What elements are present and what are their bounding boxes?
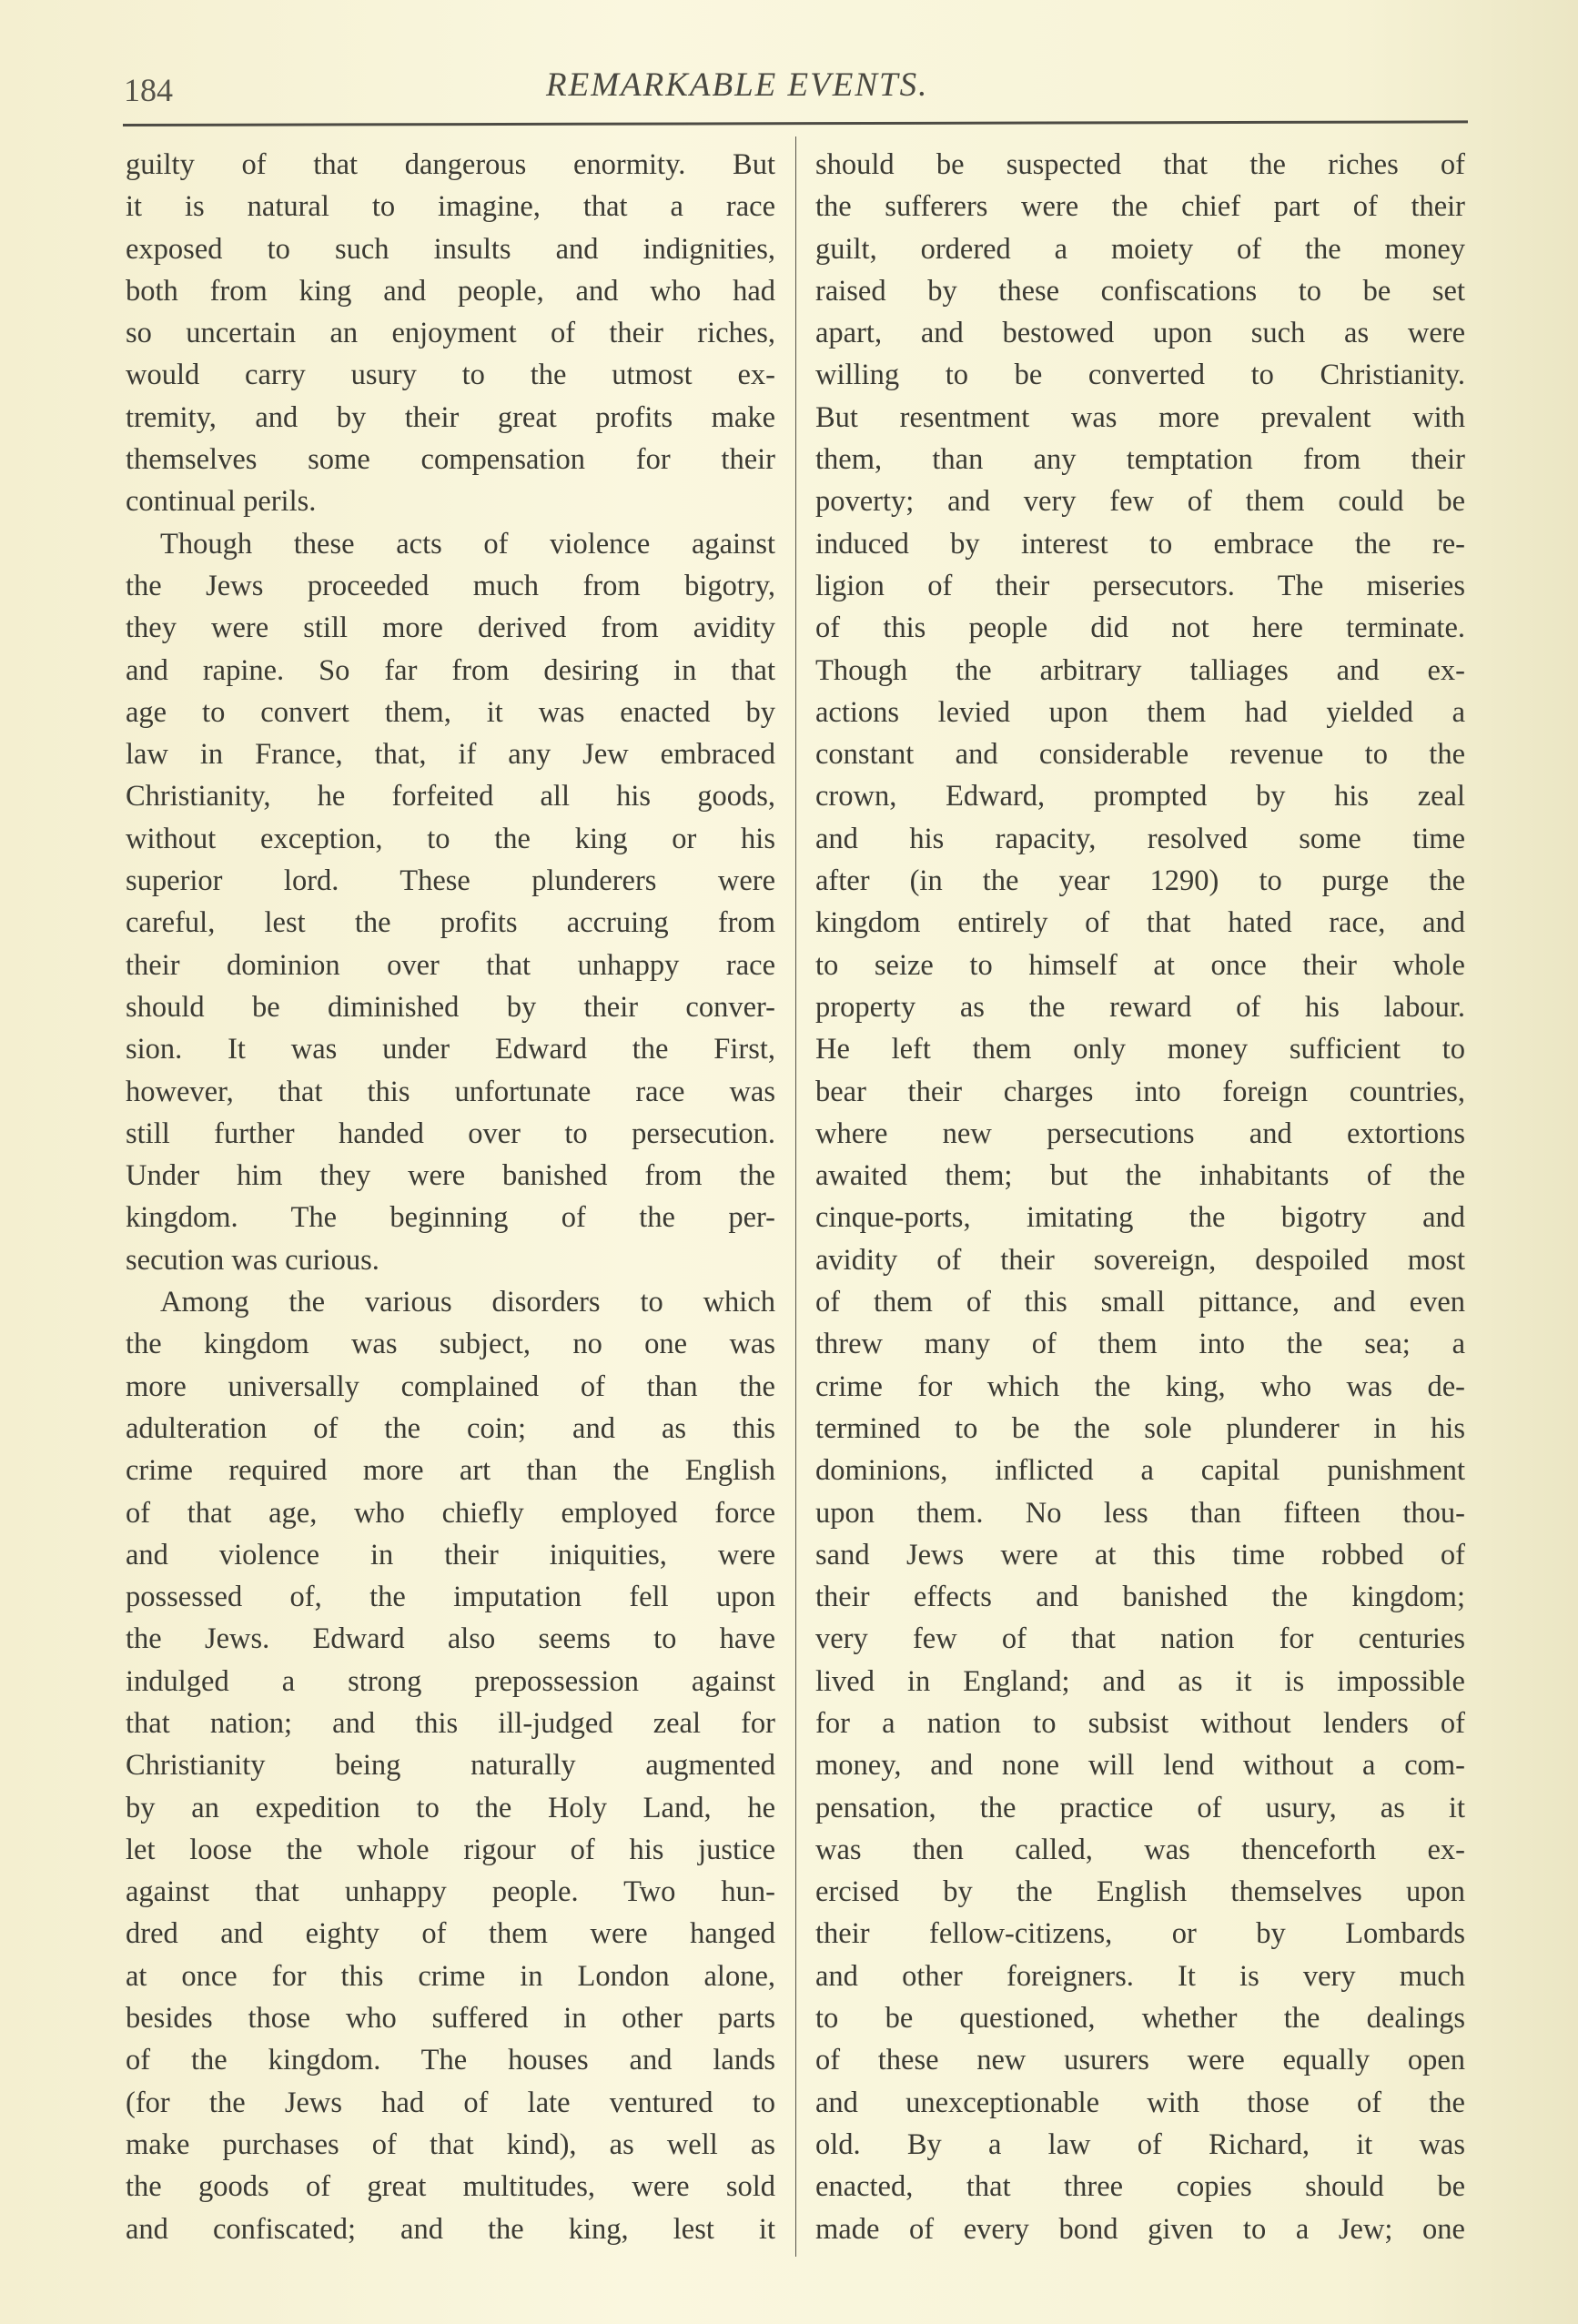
text-line: would carry usury to the utmost ex-: [126, 359, 775, 392]
text-line: avidity of their sovereign, despoiled most: [815, 1243, 1465, 1277]
page-header: [0, 66, 1578, 120]
text-line: of this people did not here terminate.: [815, 611, 1465, 645]
text-line: both from king and people, and who had: [126, 274, 775, 308]
text-line: where new persecutions and extortions: [815, 1117, 1465, 1150]
text-line: crown, Edward, prompted by his zeal: [815, 780, 1465, 813]
text-line: at once for this crime in London alone,: [126, 1959, 775, 1993]
text-line: guilty of that dangerous enormity. But: [126, 148, 775, 181]
text-line: their effects and banished the kingdom;: [815, 1581, 1465, 1614]
text-line: possessed of, the imputation fell upon: [126, 1581, 775, 1614]
text-line: adulteration of the coin; and as this: [126, 1411, 775, 1445]
text-line: constant and considerable revenue to the: [815, 738, 1465, 772]
text-line: Though the arbitrary talliages and ex-: [815, 653, 1465, 687]
text-line: their fellow-citizens, or by Lombards: [815, 1917, 1465, 1951]
text-line: besides those who suffered in other parts: [126, 2002, 775, 2036]
text-line: willing to be converted to Christianity.: [815, 359, 1465, 392]
text-line: dred and eighty of them were hanged: [126, 1917, 775, 1951]
text-line: termined to be the sole plunderer in his: [815, 1411, 1465, 1445]
text-line: of these new usurers were equally open: [815, 2044, 1465, 2077]
text-line: the kingdom was subject, no one was: [126, 1328, 775, 1361]
text-line: Christianity being naturally augmented: [126, 1749, 775, 1783]
text-line: age to convert them, it was enacted by: [126, 695, 775, 729]
text-line: threw many of them into the sea; a: [815, 1328, 1465, 1361]
text-line: and rapine. So far from desiring in that: [126, 653, 775, 687]
text-line: apart, and bestowed upon such as were: [815, 317, 1465, 350]
text-line: should be diminished by their conver-: [126, 990, 775, 1024]
text-line: more universally complained of than the: [126, 1369, 775, 1403]
text-line: to be questioned, whether the dealings: [815, 2002, 1465, 2036]
text-line: against that unhappy people. Two hun-: [126, 1875, 775, 1909]
text-line: ercised by the English themselves upon: [815, 1875, 1465, 1909]
text-line: still further handed over to persecution.: [126, 1117, 775, 1150]
text-line: old. By a law of Richard, it was: [815, 2127, 1465, 2161]
page-number: 184: [124, 72, 173, 108]
header-rule: [123, 120, 1468, 126]
text-line: the sufferers were the chief part of their: [815, 190, 1465, 224]
text-line: property as the reward of his labour.: [815, 990, 1465, 1024]
text-line: should be suspected that the riches of: [815, 148, 1465, 181]
text-line: the Jews proceeded much from bigotry,: [126, 569, 775, 602]
text-line: without exception, to the king or his: [126, 822, 775, 855]
text-line: poverty; and very few of them could be: [815, 485, 1465, 519]
text-line: it is natural to imagine, that a race: [126, 190, 775, 224]
text-line: for a nation to subsist without lenders of: [815, 1706, 1465, 1740]
left-column: [126, 144, 775, 2250]
text-line: raised by these confiscations to be set: [815, 274, 1465, 308]
text-line: very few of that nation for centuries: [815, 1622, 1465, 1656]
text-line: the goods of great multitudes, were sold: [126, 2170, 775, 2204]
text-line: and violence in their iniquities, were: [126, 1538, 775, 1571]
text-line: upon them. No less than fifteen thou-: [815, 1496, 1465, 1530]
text-line: But resentment was more prevalent with: [815, 400, 1465, 434]
text-line: they were still more derived from avidity: [126, 611, 775, 645]
text-line: Christianity, he forfeited all his goods,: [126, 780, 775, 813]
text-line: careful, lest the profits accruing from: [126, 906, 775, 940]
text-line: and other foreigners. It is very much: [815, 1959, 1465, 1993]
text-line: them, than any temptation from their: [815, 443, 1465, 477]
text-line: however, that this unfortunate race was: [126, 1075, 775, 1108]
text-line: induced by interest to embrace the re-: [815, 527, 1465, 561]
text-line: Among the various disorders to which: [160, 1286, 775, 1319]
text-line: to seize to himself at once their whole: [815, 948, 1465, 982]
text-line: cinque-ports, imitating the bigotry and: [815, 1201, 1465, 1235]
text-line: tremity, and by their great profits make: [126, 400, 775, 434]
text-line: pensation, the practice of usury, as it: [815, 1791, 1465, 1824]
text-line: of that age, who chiefly employed force: [126, 1496, 775, 1530]
text-line: sand Jews were at this time robbed of: [815, 1538, 1465, 1571]
text-line: ligion of their persecutors. The miseries: [815, 569, 1465, 602]
text-line: law in France, that, if any Jew embraced: [126, 738, 775, 772]
text-line: bear their charges into foreign countries,: [815, 1075, 1465, 1108]
text-line: dominions, inflicted a capital punishment: [815, 1454, 1465, 1488]
text-line: make purchases of that kind), as well as: [126, 2127, 775, 2161]
column-divider: [795, 136, 796, 2257]
text-line: indulged a strong prepossession against: [126, 1664, 775, 1698]
text-line: He left them only money sufficient to: [815, 1033, 1465, 1066]
text-line: after (in the year 1290) to purge the: [815, 864, 1465, 898]
text-line: kingdom. The beginning of the per-: [126, 1201, 775, 1235]
right-column: [815, 144, 1465, 2250]
text-line: kingdom entirely of that hated race, and: [815, 906, 1465, 940]
text-line: was then called, was thenceforth ex-: [815, 1833, 1465, 1866]
text-line: Though these acts of violence against: [160, 527, 775, 561]
text-line: and unexceptionable with those of the: [815, 2086, 1465, 2119]
text-line: superior lord. These plunderers were: [126, 864, 775, 898]
text-line: enacted, that three copies should be: [815, 2170, 1465, 2204]
text-line: that nation; and this ill-judged zeal for: [126, 1706, 775, 1740]
text-line: crime for which the king, who was de-: [815, 1369, 1465, 1403]
text-line: by an expedition to the Holy Land, he: [126, 1791, 775, 1824]
text-line: awaited them; but the inhabitants of the: [815, 1159, 1465, 1193]
text-line: actions levied upon them had yielded a: [815, 695, 1465, 729]
text-line: secution was curious.: [126, 1243, 379, 1277]
text-line: (for the Jews had of late ventured to: [126, 2086, 775, 2119]
running-title: REMARKABLE EVENTS.: [546, 66, 929, 104]
text-line: themselves some compensation for their: [126, 443, 775, 477]
text-line: and his rapacity, resolved some time: [815, 822, 1465, 855]
text-line: sion. It was under Edward the First,: [126, 1033, 775, 1066]
text-line: guilt, ordered a moiety of the money: [815, 232, 1465, 266]
text-line: their dominion over that unhappy race: [126, 948, 775, 982]
text-line: so uncertain an enjoyment of their riches,: [126, 317, 775, 350]
text-line: Under him they were banished from the: [126, 1159, 775, 1193]
text-line: of the kingdom. The houses and lands: [126, 2044, 775, 2077]
text-line: exposed to such insults and indignities,: [126, 232, 775, 266]
text-line: made of every bond given to a Jew; one: [815, 2212, 1465, 2246]
text-line: let loose the whole rigour of his justice: [126, 1833, 775, 1866]
text-line: lived in England; and as it is impossible: [815, 1664, 1465, 1698]
text-line: the Jews. Edward also seems to have: [126, 1622, 775, 1656]
text-line: crime required more art than the English: [126, 1454, 775, 1488]
text-line: money, and none will lend without a com-: [815, 1749, 1465, 1783]
text-line: continual perils.: [126, 485, 317, 519]
text-line: and confiscated; and the king, lest it: [126, 2212, 775, 2246]
text-line: of them of this small pittance, and even: [815, 1286, 1465, 1319]
